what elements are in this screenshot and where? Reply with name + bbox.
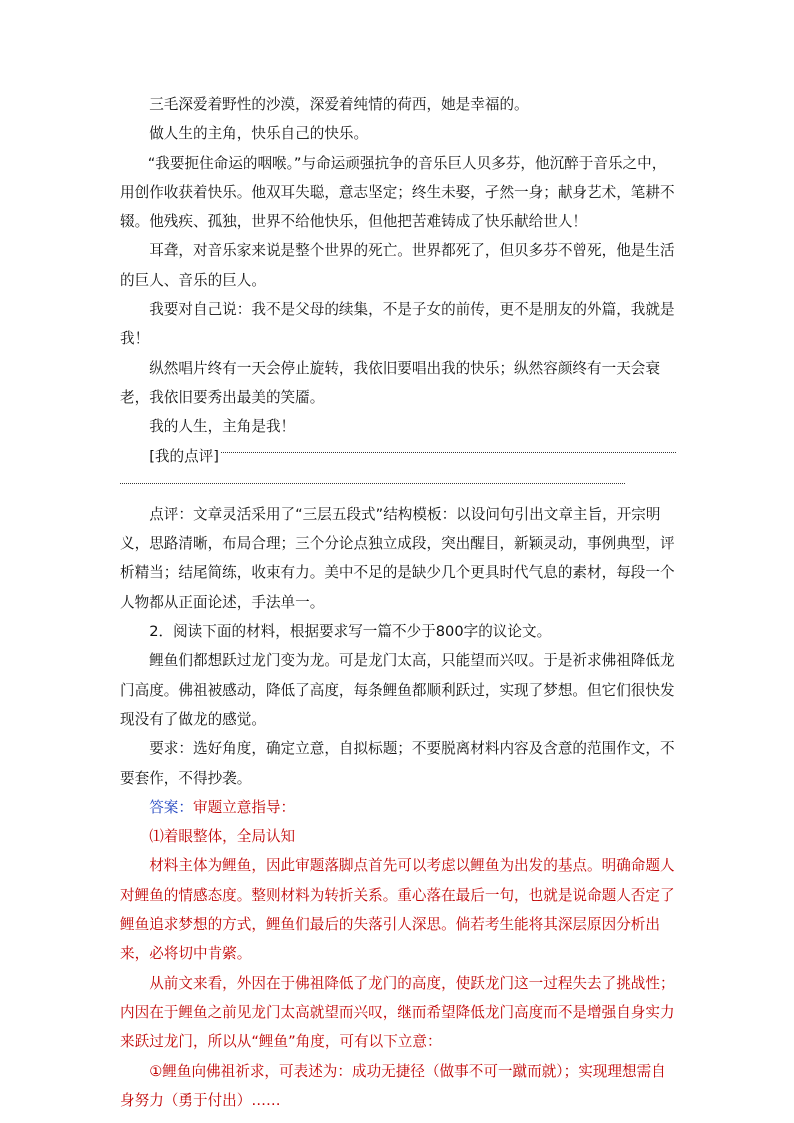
comment-paragraph: 点评：文章灵活采用了“三层五段式”结构模板：以设问句引出文章主旨，开宗明义，思路清晰，布局合理；三个分论点独立成段，突出醒目，新颖灵动，事例典型，评析精当；结尾简练，收束有力。美中不足的是缺少几个更具时代气息的素材，每段一个人物都从正面论述，手法单一。 <box>120 505 675 611</box>
paragraph: “我要扼住命运的咽喉。”与命运顽强抗争的音乐巨人贝多芬，他沉醉于音乐之中，用创作收获着快乐。他双耳失聪，意志坚定；终生未娶，孑然一身；献身艺术，笔耕不辍。他残疾、孤独，世界不给他快乐，但他把苦难铸成了快乐献给世人！ <box>120 154 675 231</box>
answer-paragraph: 材料主体为鲤鱼，因此审题落脚点首先可以考虑以鲤鱼为出发的基点。明确命题人对鲤鱼的情感态度。整则材料为转折关系。重心落在最后一句，也就是说命题人否定了鲤鱼追求梦想的方式，鲤鱼们最后的失落引人深思。倘若考生能将其深层原因分析出来，必将切中肯綮。 <box>120 857 675 963</box>
paragraph: 我的人生，主角是我！ <box>149 418 296 436</box>
answer-point: ①鲤鱼向佛祖祈求，可表述为：成功无捷径（做事不可一蹴而就）；实现理想需自身努力（勇于付出）…… <box>120 1062 666 1109</box>
answer-header <box>120 793 676 822</box>
question-2: 2．阅读下面的材料，根据要求写一篇不少于800字的议论文。 <box>149 623 552 641</box>
paragraph: 三毛深爱着野性的沙漠，深爱着纯情的荷西，她是幸福的。 <box>149 96 529 113</box>
review-blank-line <box>221 452 676 453</box>
material-paragraph: 鲤鱼们都想跃过龙门变为龙。可是龙门太高，只能望而兴叹。于是祈求佛祖降低龙门高度。佛祖被感动，降低了高度，每条鲤鱼都顺利跃过，实现了梦想。但它们很快发现没有了做龙的感觉。 <box>120 652 675 728</box>
paragraph: 做人生的主角，快乐自己的快乐。 <box>149 125 369 143</box>
requirement-paragraph: 要求：选好角度，确定立意，自拟标题；不要脱离材料内容及含意的范围作文，不要套作，不得抄袭。 <box>120 740 675 787</box>
answer-intro: 审题立意指导： <box>192 798 296 816</box>
paragraph: 我要对自己说：我不是父母的续集，不是子女的前传，更不是朋友的外篇，我就是我！ <box>120 301 675 348</box>
answer-label: 答案： <box>149 798 193 816</box>
my-review-label: [我的点评] <box>149 447 219 465</box>
review-blank-line-2 <box>120 483 625 484</box>
answer-paragraph: 从前文来看，外因在于佛祖降低了龙门的高度，使跃龙门这一过程失去了挑战性；内因在于鲤鱼之前见龙门太高就望而兴叹，继而希望降低龙门高度而不是增强自身实力来跃过龙门，所以从“鲤鱼”角度，可有以下立意： <box>120 974 675 1051</box>
my-review-line <box>120 442 676 471</box>
paragraph: 耳聋，对音乐家来说是整个世界的死亡。世界都死了，但贝多芬不曾死，他是生活的巨人、音乐的巨人。 <box>120 242 675 289</box>
paragraph: 纵然唱片终有一天会停止旋转，我依旧要唱出我的快乐；纵然容颜终有一天会衰老，我依旧要秀出最美的笑靥。 <box>120 359 660 406</box>
document-body <box>120 90 676 1115</box>
answer-section-title: ⑴着眼整体，全局认知 <box>149 828 296 846</box>
